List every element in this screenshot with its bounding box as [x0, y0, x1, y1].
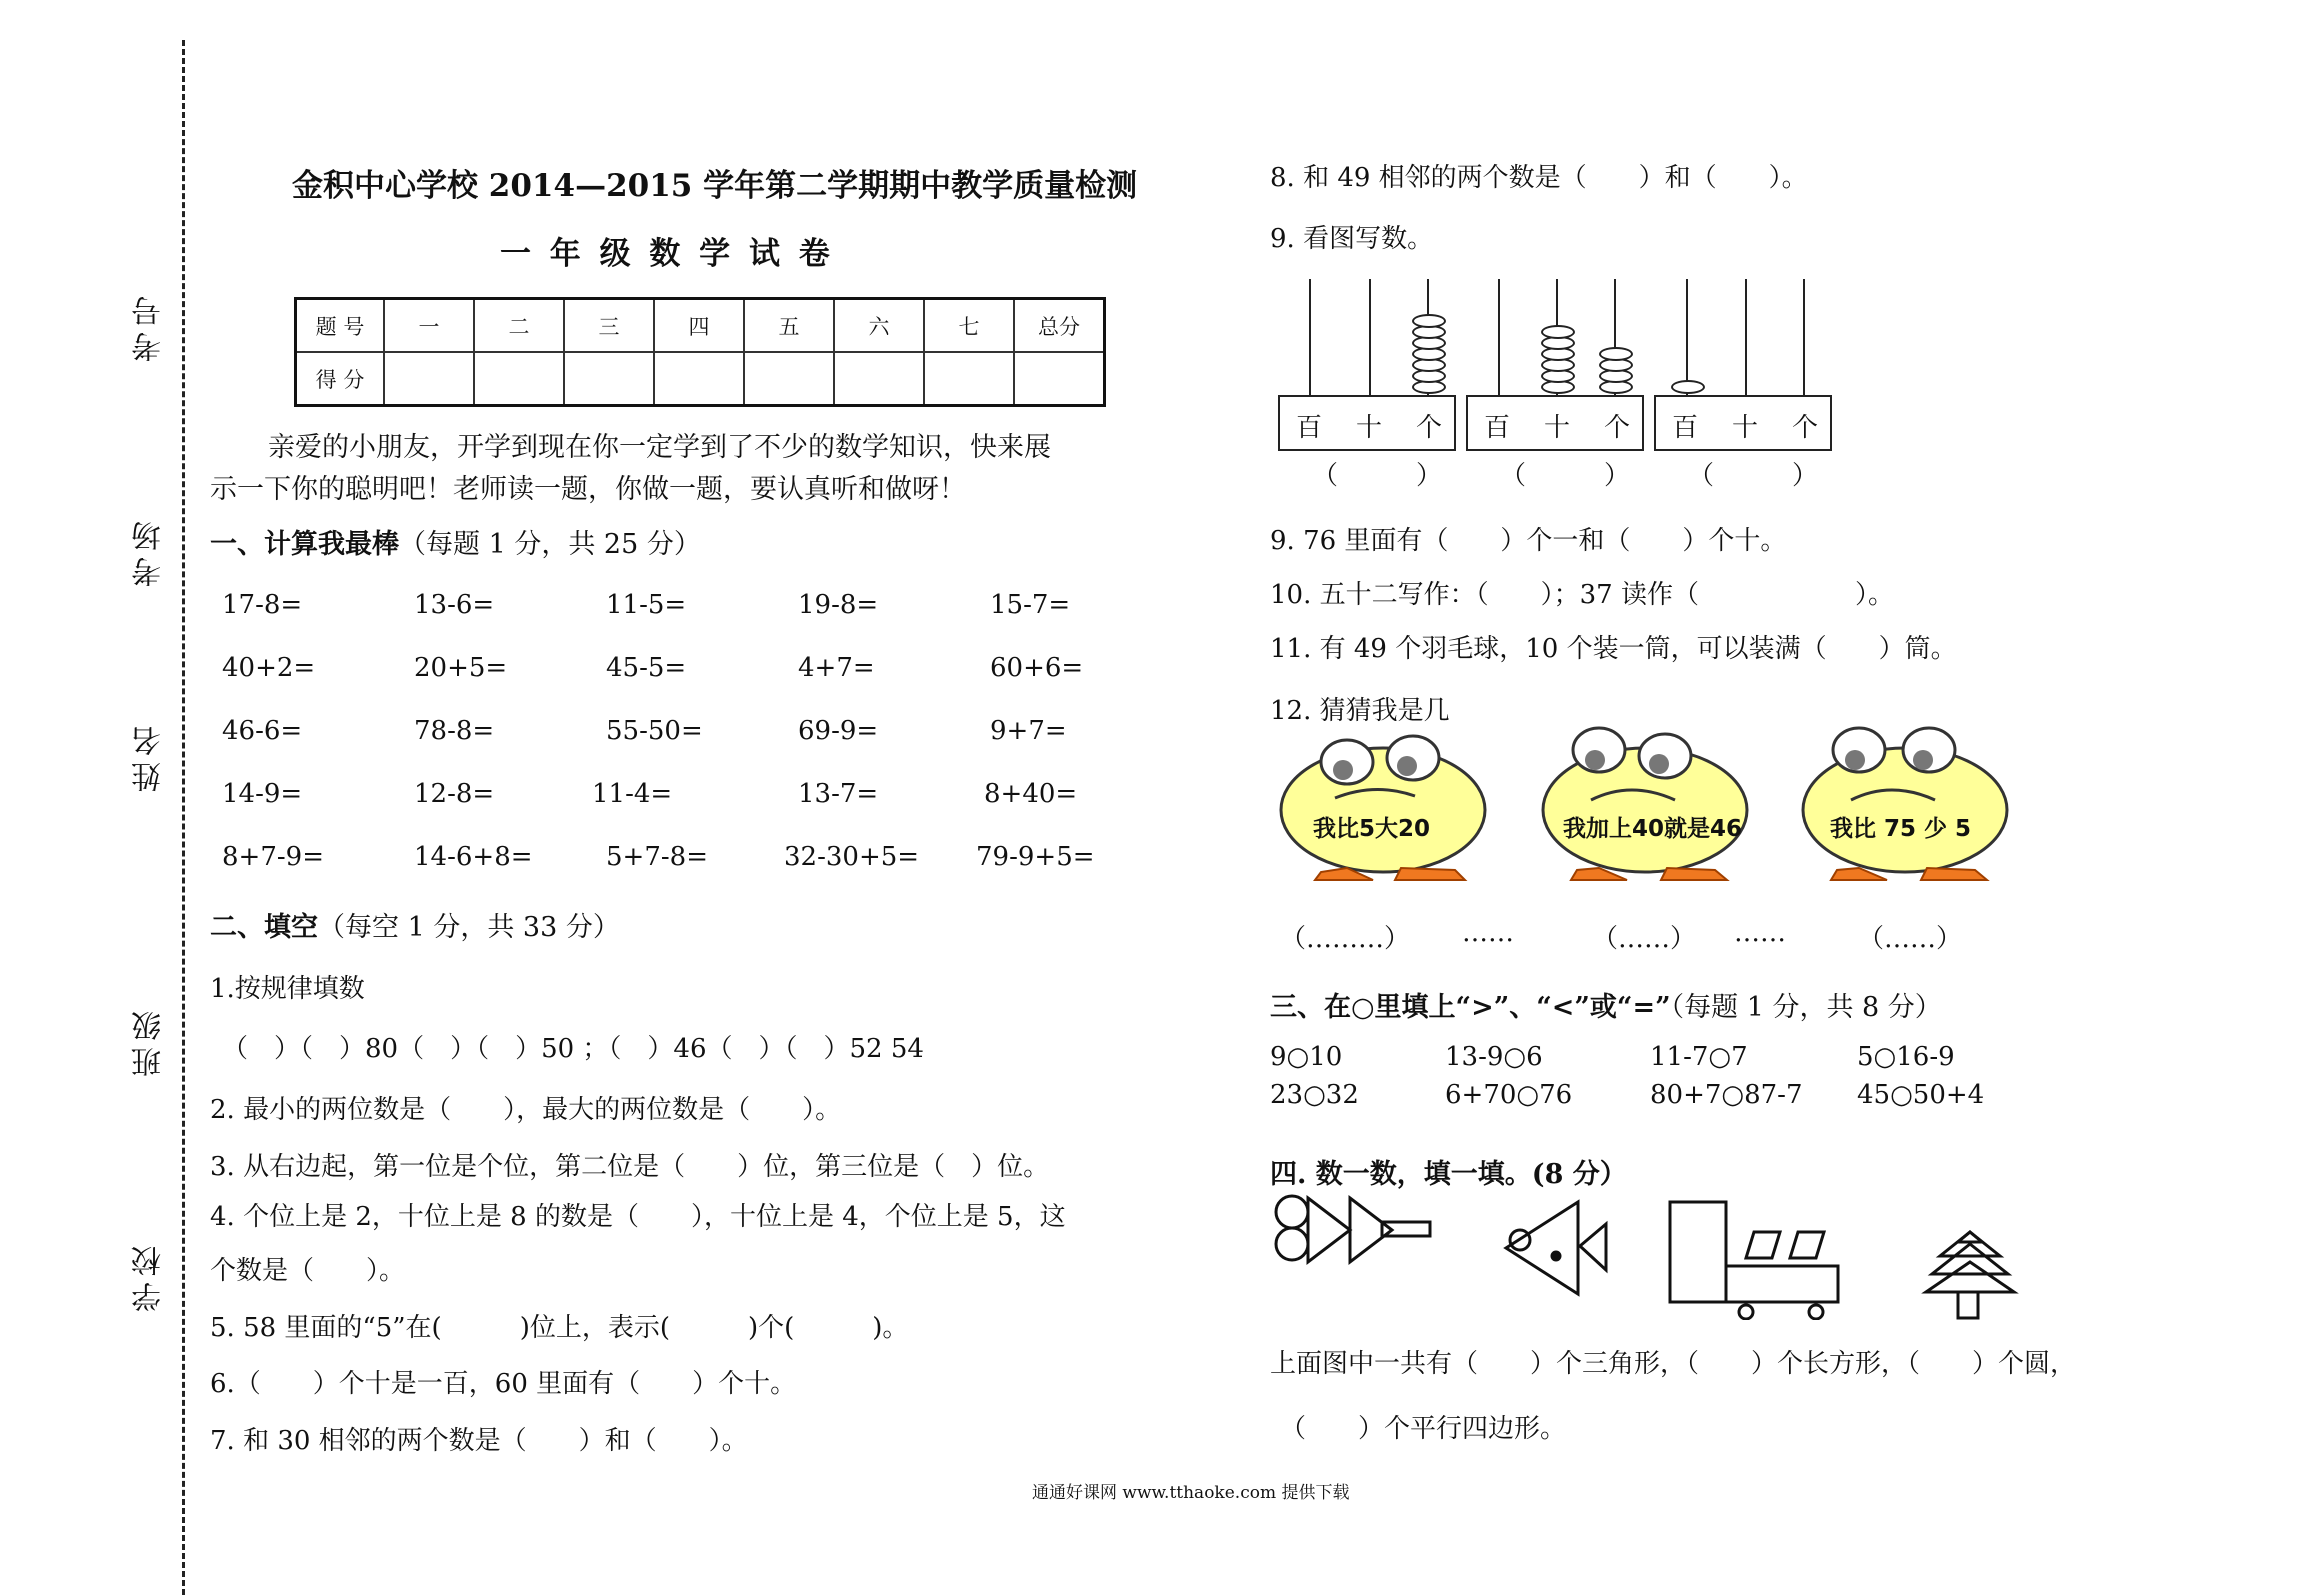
compare-item: 23○32	[1270, 1080, 1359, 1110]
place-hundreds: 百	[1484, 413, 1511, 443]
creature-2	[1543, 728, 1747, 880]
abacus-answer-blank[interactable]: （ ）	[1500, 461, 1631, 491]
score-cell: 题 号	[296, 299, 385, 353]
section2-note: （每空 1 分，共 33 分）	[318, 912, 620, 943]
calc-item: 8+7-9=	[222, 842, 324, 872]
abacus-rod	[1369, 279, 1371, 397]
calc-item: 15-7=	[990, 590, 1071, 620]
score-input-cell[interactable]	[384, 352, 474, 406]
creature-1	[1281, 736, 1485, 880]
section3-title: 三、在○里填上“>”、“<”或“=”	[1270, 992, 1671, 1023]
score-cell: 三	[564, 299, 654, 353]
shapes-figure	[1270, 1190, 2030, 1320]
compare-item: 45○50+4	[1857, 1080, 1985, 1110]
page-title: 金积中心学校 2014—2015 学年第二学期期中教学质量检测	[292, 168, 1138, 204]
place-tens: 十	[1356, 413, 1383, 443]
calc-item: 69-9=	[798, 716, 879, 746]
calc-item: 13-7=	[798, 779, 879, 809]
calc-item: 55-50=	[606, 716, 703, 746]
calc-item: 60+6=	[990, 653, 1084, 683]
compare-item: 6+70○76	[1445, 1080, 1573, 1110]
section3-note: （每题 1 分，共 8 分）	[1670, 992, 1942, 1023]
bubble-text-2: 我加上40就是46	[1563, 816, 1743, 842]
score-input-cell[interactable]	[564, 352, 654, 406]
abacus-bead	[1671, 380, 1705, 394]
score-cell: 六	[834, 299, 924, 353]
margin-label-exam-no: 考号	[132, 290, 167, 362]
section3-heading	[1270, 985, 1942, 1024]
calc-item: 46-6=	[222, 716, 303, 746]
margin-label-school: 学校	[132, 1240, 167, 1312]
guess-answer-3[interactable]: （……）	[1858, 924, 1963, 954]
score-input-cell[interactable]	[744, 352, 834, 406]
score-cell: 总分	[1014, 299, 1105, 353]
bubble-text-1: 我比5大20	[1313, 816, 1431, 842]
abacus-place-box	[1654, 395, 1832, 451]
shape-rocket	[1276, 1196, 1430, 1262]
q1-sequence: （ ）（ ）80（ ）（ ）50 ；（ ）46（ ）（ ）52 54	[222, 1034, 924, 1064]
q10: 10. 五十二写作：（ ）；37 读作（ ）。	[1270, 580, 1894, 610]
place-ones: 个	[1604, 413, 1631, 443]
compare-item: 5○16-9	[1857, 1042, 1955, 1072]
abacus-place-box	[1278, 395, 1456, 451]
guess-separator: ……	[1462, 918, 1514, 948]
abacus-bead	[1599, 347, 1633, 361]
calc-item: 9+7=	[990, 716, 1067, 746]
section2-title: 二、填空	[210, 912, 318, 943]
score-cell: 七	[924, 299, 1014, 353]
score-cell: 二	[474, 299, 564, 353]
guess-creatures	[1265, 720, 2055, 890]
calc-item: 45-5=	[606, 653, 687, 683]
calc-item: 12-8=	[414, 779, 495, 809]
shape-tree	[1926, 1232, 2014, 1318]
guess-separator: ……	[1734, 918, 1786, 948]
q11: 11. 有 49 个羽毛球，10 个装一筒，可以装满（ ）筒。	[1270, 634, 1957, 664]
shape-truck	[1670, 1202, 1838, 1319]
score-input-cell[interactable]	[924, 352, 1014, 406]
place-tens: 十	[1732, 413, 1759, 443]
section4-question-line-1: 上面图中一共有（ ）个三角形，（ ）个长方形，（ ）个圆，	[1270, 1349, 2077, 1379]
abacus-rod	[1745, 279, 1747, 397]
abacus-place-box	[1466, 395, 1644, 451]
calc-item: 78-8=	[414, 716, 495, 746]
compare-item: 13-9○6	[1445, 1042, 1543, 1072]
calc-item: 11-4=	[592, 779, 673, 809]
q8: 8. 和 49 相邻的两个数是（ ）和（ ）。	[1270, 163, 1808, 193]
abacus-bead	[1541, 325, 1575, 339]
q4-line-1: 4. 个位上是 2，十位上是 8 的数是（ ），十位上是 4，个位上是 5，这	[210, 1202, 1066, 1232]
calc-item: 5+7-8=	[606, 842, 708, 872]
intro-line-2: 示一下你的聪明吧！老师读一题，你做一题，要认真听和做呀！	[210, 474, 966, 505]
calc-item: 4+7=	[798, 653, 875, 683]
bubble-text-3: 我比 75 少 5	[1830, 816, 1972, 842]
q12-title: 12. 猜猜我是几	[1270, 696, 1450, 726]
page-subtitle: 一 年 级 数 学 试 卷	[500, 236, 834, 272]
calc-item: 14-6+8=	[414, 842, 533, 872]
calc-item: 17-8=	[222, 590, 303, 620]
section1-heading	[210, 522, 701, 561]
score-table-header-row	[296, 299, 1105, 353]
calc-item: 11-5=	[606, 590, 687, 620]
q6: 6.（ ）个十是一百，60 里面有（ ）个十。	[210, 1369, 797, 1399]
binding-line	[182, 40, 185, 1595]
score-cell: 五	[744, 299, 834, 353]
q1-title: 1.按规律填数	[210, 974, 365, 1004]
score-cell: 一	[384, 299, 474, 353]
calc-item: 8+40=	[984, 779, 1078, 809]
footer-credit: 通通好课网 www.tthaoke.com 提供下载	[1032, 1483, 1350, 1503]
margin-label-name: 姓名	[132, 720, 167, 792]
q3: 3. 从右边起，第一位是个位，第二位是（ ）位，第三位是（ ）位。	[210, 1152, 1050, 1182]
compare-item: 9○10	[1270, 1042, 1343, 1072]
abacus-bead	[1412, 314, 1446, 328]
section1-title: 一、计算我最棒	[210, 529, 399, 560]
compare-item: 80+7○87-7	[1650, 1080, 1803, 1110]
margin-label-class: 班级	[132, 1005, 167, 1077]
q5: 5. 58 里面的“5”在( )位上，表示( )个( )。	[210, 1313, 909, 1343]
score-input-cell[interactable]	[834, 352, 924, 406]
calc-item: 19-8=	[798, 590, 879, 620]
place-hundreds: 百	[1296, 413, 1323, 443]
score-cell: 四	[654, 299, 744, 353]
place-hundreds: 百	[1672, 413, 1699, 443]
place-ones: 个	[1416, 413, 1443, 443]
score-input-cell[interactable]	[1014, 352, 1105, 406]
q9b: 9. 76 里面有（ ）个一和（ ）个十。	[1270, 526, 1787, 556]
section1-note: （每题 1 分，共 25 分）	[399, 529, 701, 560]
score-input-cell[interactable]	[654, 352, 744, 406]
section4-question-line-2: （ ）个平行四边形。	[1280, 1414, 1567, 1444]
score-table	[294, 297, 1106, 407]
shape-fish	[1506, 1202, 1606, 1294]
calc-item: 14-9=	[222, 779, 303, 809]
abacus-rod	[1498, 279, 1500, 397]
abacus-rod	[1803, 279, 1805, 397]
guess-answer-1[interactable]: （………）	[1280, 924, 1411, 954]
place-ones: 个	[1792, 413, 1819, 443]
score-table-score-row	[296, 352, 1105, 406]
creature-3	[1803, 728, 2007, 880]
section4-title: 四. 数一数，填一填。(8 分）	[1270, 1159, 1627, 1190]
place-tens: 十	[1544, 413, 1571, 443]
calc-item: 40+2=	[222, 653, 316, 683]
calc-item: 20+5=	[414, 653, 508, 683]
compare-item: 11-7○7	[1650, 1042, 1748, 1072]
abacus-answer-blank[interactable]: （ ）	[1688, 461, 1819, 491]
guess-answer-2[interactable]: （……）	[1592, 924, 1697, 954]
intro-line-1: 亲爱的小朋友，开学到现在你一定学到了不少的数学知识，快来展	[268, 432, 1051, 463]
score-cell: 得 分	[296, 352, 385, 406]
q9-title: 9. 看图写数。	[1270, 224, 1434, 254]
abacus-rod	[1309, 279, 1311, 397]
calc-item: 79-9+5=	[976, 842, 1095, 872]
margin-label-exam-room: 考场	[132, 515, 167, 587]
score-input-cell[interactable]	[474, 352, 564, 406]
section2-heading	[210, 905, 620, 944]
calc-item: 13-6=	[414, 590, 495, 620]
calc-item: 32-30+5=	[784, 842, 920, 872]
abacus-answer-blank[interactable]: （ ）	[1312, 461, 1443, 491]
q2: 2. 最小的两位数是（ ），最大的两位数是（ ）。	[210, 1095, 842, 1125]
q7: 7. 和 30 相邻的两个数是（ ）和（ ）。	[210, 1426, 748, 1456]
q4-line-2: 个数是（ ）。	[210, 1256, 406, 1286]
